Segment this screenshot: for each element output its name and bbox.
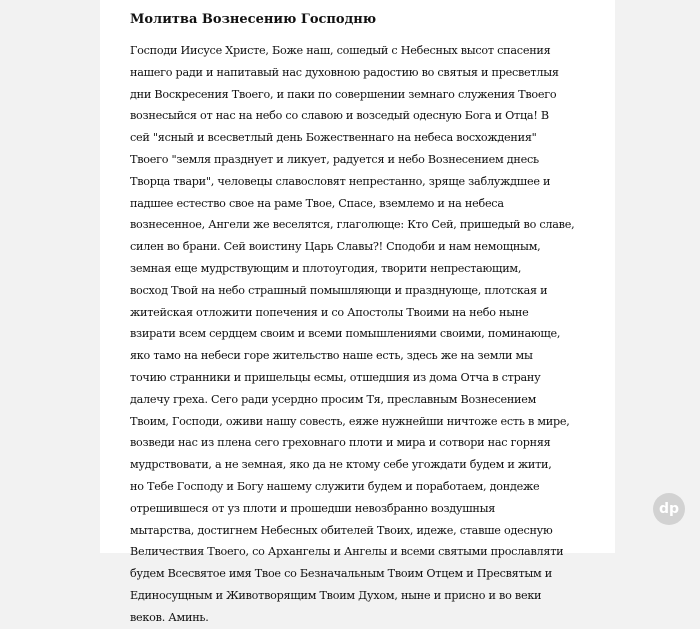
text-line: дни Воскресения Твоего, и паки по совершении земнаго служения Твоего bbox=[130, 87, 557, 101]
text-line: житейская отложити попечения и со Апостолы Твоими на небо ныне bbox=[130, 305, 529, 319]
text-line: Господи Иисусе Христе, Боже наш, сошедый с Небесных высот спасения bbox=[130, 44, 551, 57]
text-line: будем Всесвятое имя Твое со Безначальным Твоим Отцем и Пресвятым и bbox=[130, 567, 552, 581]
page-title: Молитва Вознесению Господню bbox=[130, 12, 377, 27]
text-line: яко тамо на небеси горе жительство наше есть, здесь же на земли мы bbox=[130, 349, 533, 363]
text-line: далечу греха. Сего ради усердно просим Тя, преславным Вознесением bbox=[130, 392, 537, 406]
text-line: возведи нас из плена сего греховнаго плоти и мира и сотвори нас горняя bbox=[130, 436, 551, 450]
text-line: земная еще мудрствующим и плотоугодия, творити непрестающим, bbox=[130, 261, 522, 275]
text-line: мытарства, достигнем Небесных обителей Твоих, идеже, ставше одесную bbox=[130, 523, 553, 537]
text-line: взирати всем сердцем своим и всеми помышлениями своими, поминающе, bbox=[130, 327, 561, 341]
text-line: вознесыйся от нас на небо со славою и возседый одесную Бога и Отца! В bbox=[130, 109, 549, 123]
text-line: веков. Аминь. bbox=[130, 610, 209, 624]
text-line: но Тебе Господу и Богу нашему служити будем и поработаем, дондеже bbox=[130, 479, 540, 493]
text-line: нашего ради и напитавый нас духовною радостию во святыя и пресветлыя bbox=[130, 65, 559, 79]
text-line: мудрствовати, а не земная, яко да не ктому себе угождати будем и жити, bbox=[130, 458, 552, 472]
text-line: Величествия Твоего, со Архангелы и Ангелы и всеми святыми прославляти bbox=[130, 545, 564, 559]
text-line: Творца твари", человецы славословят непрестанно, зряще заблуждшее и bbox=[130, 174, 551, 188]
text-line: падшее естество свое на раме Твое, Спасе, вземлемо и на небеса bbox=[130, 196, 504, 210]
text-line: восход Твой на небо страшный помышляющи и празднующе, плотская и bbox=[130, 283, 548, 297]
watermark-logo: dp bbox=[653, 493, 685, 525]
text-line: вознесенное, Ангели же веселятся, глаголюще: Кто Сей, пришедый во славе, bbox=[130, 218, 575, 232]
text-line: точию странники и пришельцы есмы, отшедшия из дома Отча в страну bbox=[130, 370, 541, 384]
prayer-text bbox=[130, 40, 608, 629]
text-line: сей "ясный и всесветлый день Божественнаго на небеса восхождения" bbox=[130, 131, 537, 145]
text-line: Твоего "земля празднует и ликует, радуется и небо Вознесением днесь bbox=[130, 152, 539, 166]
text-line: Твоим, Господи, оживи нашу совесть, еяже нужнейши ничтоже есть в мире, bbox=[130, 414, 570, 428]
document-page bbox=[100, 0, 615, 624]
text-line: силен во брани. Сей воистину Царь Славы?! Сподоби и нам немощным, bbox=[130, 240, 541, 254]
text-line: Единосущным и Животворящим Твоим Духом, ныне и присно и во веки bbox=[130, 588, 542, 602]
text-line: отрешившеся от уз плоти и прошедши невозбранно воздушныя bbox=[130, 501, 496, 515]
